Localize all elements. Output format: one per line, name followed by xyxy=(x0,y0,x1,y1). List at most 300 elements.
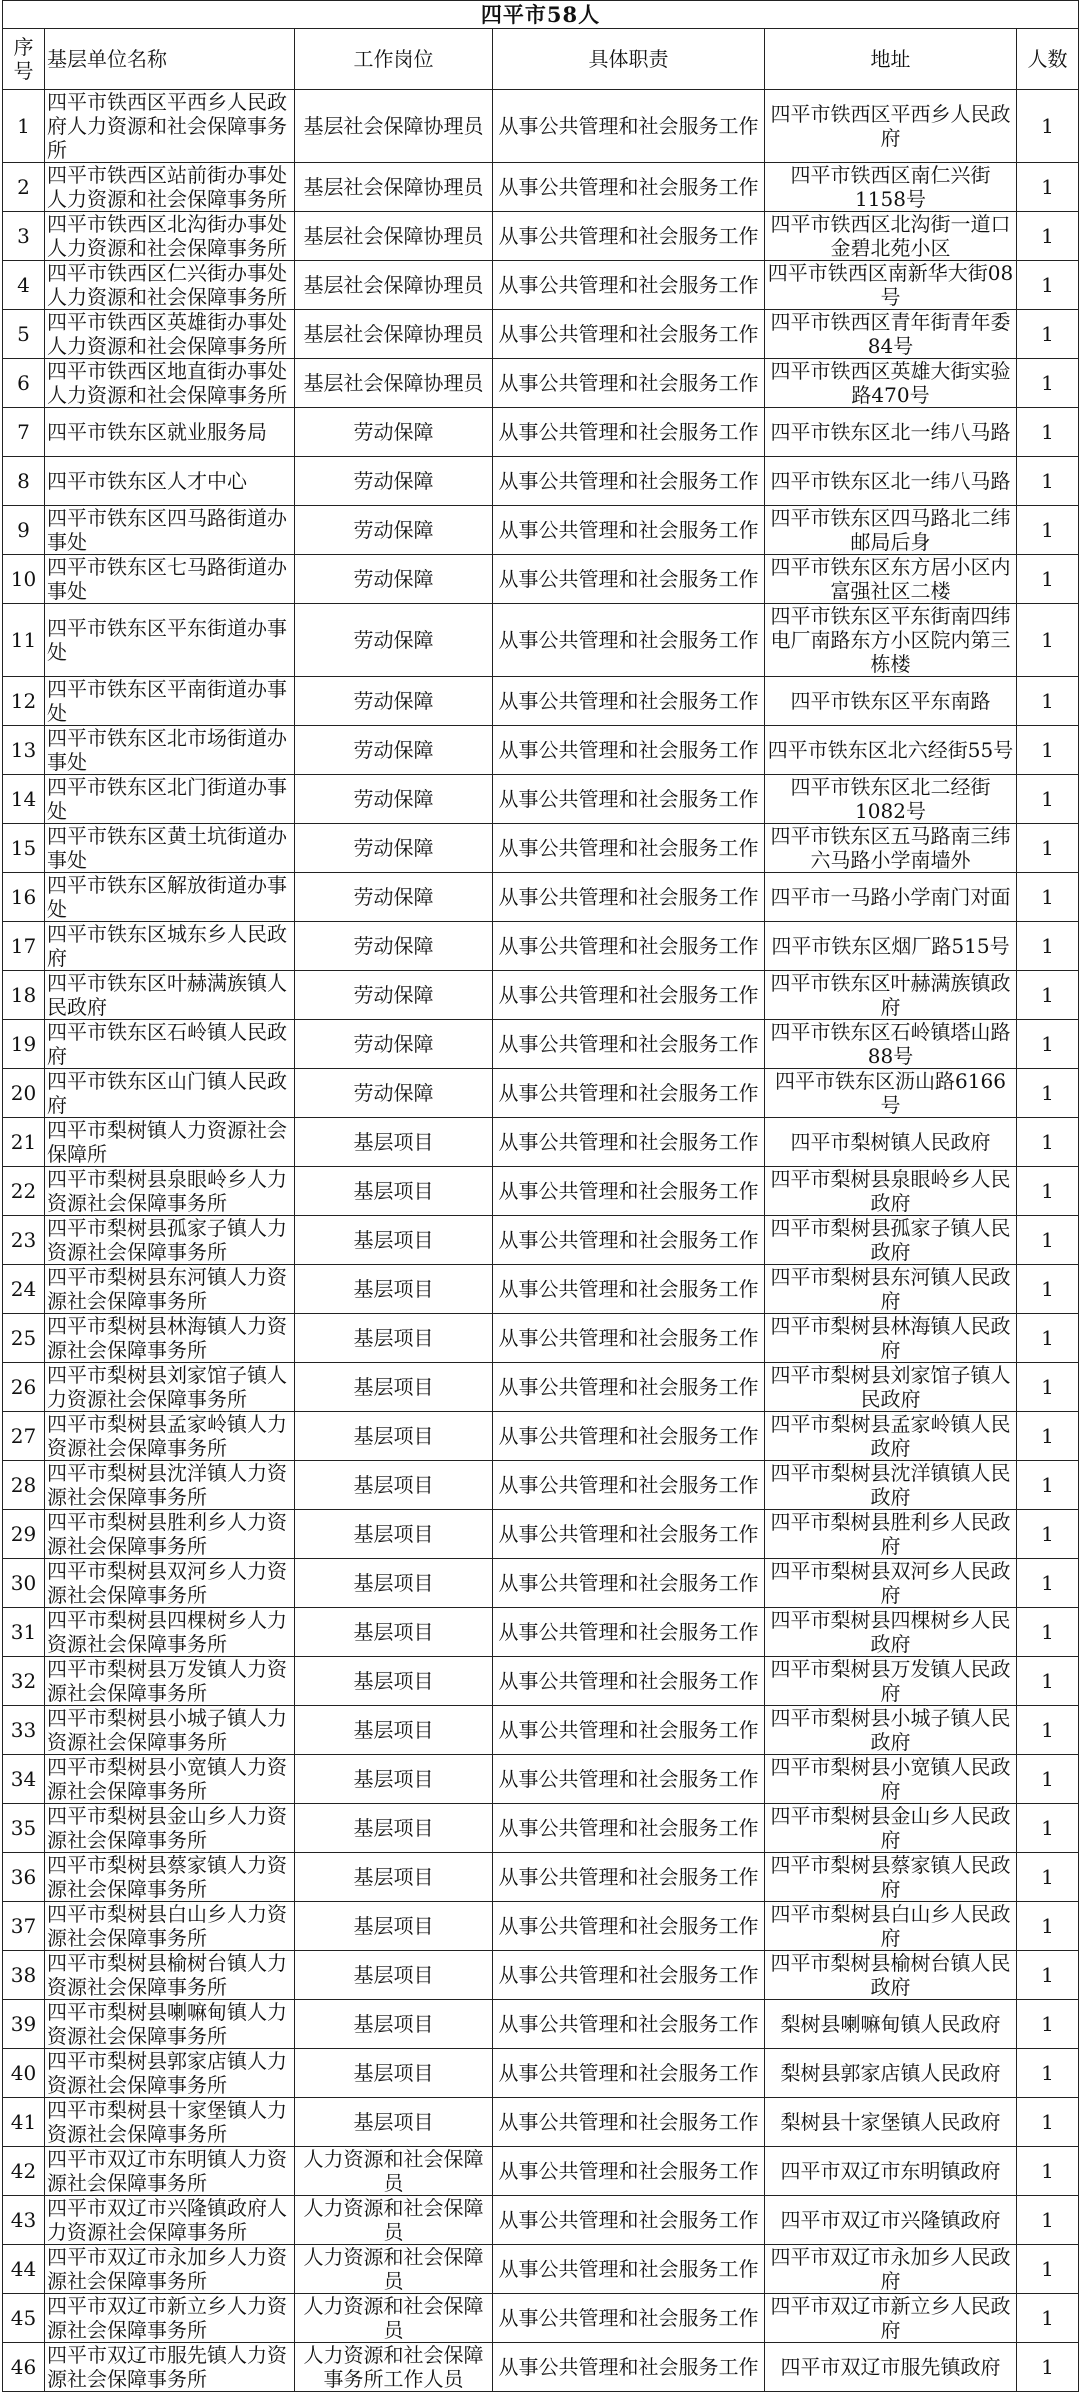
cell-address: 四平市梨树县胜利乡人民政府 xyxy=(765,1510,1017,1559)
cell-duty: 从事公共管理和社会服务工作 xyxy=(493,359,765,408)
cell-count: 1 xyxy=(1017,506,1079,555)
table-row xyxy=(3,2098,1079,2147)
cell-duty: 从事公共管理和社会服务工作 xyxy=(493,555,765,604)
cell-post: 基层社会保障协理员 xyxy=(295,212,493,261)
cell-address: 四平市铁东区北一纬八马路 xyxy=(765,408,1017,457)
cell-post: 基层项目 xyxy=(295,1902,493,1951)
personnel-table xyxy=(2,0,1079,2392)
table-row xyxy=(3,163,1079,212)
cell-address: 梨树县喇嘛甸镇人民政府 xyxy=(765,2000,1017,2049)
cell-duty: 从事公共管理和社会服务工作 xyxy=(493,457,765,506)
cell-count: 1 xyxy=(1017,457,1079,506)
table-row xyxy=(3,1559,1079,1608)
cell-count: 1 xyxy=(1017,2245,1079,2294)
table-row xyxy=(3,1461,1079,1510)
cell-count: 1 xyxy=(1017,1951,1079,2000)
table-row xyxy=(3,1167,1079,1216)
cell-seq: 22 xyxy=(3,1167,45,1216)
cell-unit: 四平市梨树县双河乡人力资源社会保障事务所 xyxy=(45,1559,295,1608)
cell-duty: 从事公共管理和社会服务工作 xyxy=(493,2147,765,2196)
cell-count: 1 xyxy=(1017,408,1079,457)
cell-seq: 18 xyxy=(3,971,45,1020)
cell-post: 劳动保障 xyxy=(295,726,493,775)
cell-post: 基层项目 xyxy=(295,1608,493,1657)
cell-count: 1 xyxy=(1017,1559,1079,1608)
cell-duty: 从事公共管理和社会服务工作 xyxy=(493,2294,765,2343)
cell-count: 1 xyxy=(1017,1804,1079,1853)
cell-seq: 36 xyxy=(3,1853,45,1902)
cell-unit: 四平市铁东区平东街道办事处 xyxy=(45,604,295,677)
cell-post: 基层项目 xyxy=(295,2049,493,2098)
cell-unit: 四平市铁东区四马路街道办事处 xyxy=(45,506,295,555)
cell-unit: 四平市梨树县小城子镇人力资源社会保障事务所 xyxy=(45,1706,295,1755)
cell-duty: 从事公共管理和社会服务工作 xyxy=(493,1020,765,1069)
table-row xyxy=(3,1902,1079,1951)
cell-unit: 四平市梨树县十家堡镇人力资源社会保障事务所 xyxy=(45,2098,295,2147)
cell-seq: 46 xyxy=(3,2343,45,2392)
cell-unit: 四平市梨树县郭家店镇人力资源社会保障事务所 xyxy=(45,2049,295,2098)
cell-post: 劳动保障 xyxy=(295,873,493,922)
cell-unit: 四平市铁西区英雄街办事处人力资源和社会保障事务所 xyxy=(45,310,295,359)
header-count: 人数 xyxy=(1017,29,1079,90)
cell-duty: 从事公共管理和社会服务工作 xyxy=(493,2098,765,2147)
cell-unit: 四平市梨树县白山乡人力资源社会保障事务所 xyxy=(45,1902,295,1951)
cell-count: 1 xyxy=(1017,873,1079,922)
cell-address: 四平市一马路小学南门对面 xyxy=(765,873,1017,922)
cell-unit: 四平市梨树县小宽镇人力资源社会保障事务所 xyxy=(45,1755,295,1804)
table-row xyxy=(3,90,1079,163)
table-row xyxy=(3,1314,1079,1363)
cell-address: 四平市梨树县小城子镇人民政府 xyxy=(765,1706,1017,1755)
cell-duty: 从事公共管理和社会服务工作 xyxy=(493,873,765,922)
cell-post: 基层项目 xyxy=(295,1363,493,1412)
cell-count: 1 xyxy=(1017,261,1079,310)
cell-unit: 四平市铁东区平南街道办事处 xyxy=(45,677,295,726)
cell-seq: 23 xyxy=(3,1216,45,1265)
cell-count: 1 xyxy=(1017,1706,1079,1755)
cell-seq: 33 xyxy=(3,1706,45,1755)
cell-count: 1 xyxy=(1017,90,1079,163)
cell-post: 基层项目 xyxy=(295,1755,493,1804)
cell-post: 劳动保障 xyxy=(295,971,493,1020)
cell-unit: 四平市铁西区地直街办事处人力资源和社会保障事务所 xyxy=(45,359,295,408)
table-row xyxy=(3,1216,1079,1265)
cell-count: 1 xyxy=(1017,2049,1079,2098)
cell-address: 四平市铁东区四马路北二纬邮局后身 xyxy=(765,506,1017,555)
cell-post: 劳动保障 xyxy=(295,677,493,726)
cell-duty: 从事公共管理和社会服务工作 xyxy=(493,1216,765,1265)
table-row xyxy=(3,1069,1079,1118)
cell-unit: 四平市铁东区城东乡人民政府 xyxy=(45,922,295,971)
cell-seq: 16 xyxy=(3,873,45,922)
cell-unit: 四平市铁东区就业服务局 xyxy=(45,408,295,457)
cell-seq: 35 xyxy=(3,1804,45,1853)
cell-post: 劳动保障 xyxy=(295,408,493,457)
table-row xyxy=(3,1510,1079,1559)
cell-count: 1 xyxy=(1017,2343,1079,2392)
cell-post: 人力资源和社会保障员 xyxy=(295,2147,493,2196)
cell-address: 四平市梨树县蔡家镇人民政府 xyxy=(765,1853,1017,1902)
cell-address: 四平市梨树县孤家子镇人民政府 xyxy=(765,1216,1017,1265)
header-seq: 序号 xyxy=(3,29,45,90)
table-row xyxy=(3,1118,1079,1167)
cell-duty: 从事公共管理和社会服务工作 xyxy=(493,212,765,261)
cell-post: 基层项目 xyxy=(295,1167,493,1216)
cell-address: 四平市铁东区平东街南四纬电厂南路东方小区院内第三栋楼 xyxy=(765,604,1017,677)
cell-duty: 从事公共管理和社会服务工作 xyxy=(493,1755,765,1804)
cell-count: 1 xyxy=(1017,2098,1079,2147)
cell-address: 四平市铁西区青年街青年委84号 xyxy=(765,310,1017,359)
cell-unit: 四平市双辽市东明镇人力资源社会保障事务所 xyxy=(45,2147,295,2196)
cell-duty: 从事公共管理和社会服务工作 xyxy=(493,261,765,310)
cell-post: 基层项目 xyxy=(295,1951,493,2000)
table-row xyxy=(3,1951,1079,2000)
cell-seq: 28 xyxy=(3,1461,45,1510)
cell-duty: 从事公共管理和社会服务工作 xyxy=(493,1559,765,1608)
cell-unit: 四平市铁东区石岭镇人民政府 xyxy=(45,1020,295,1069)
cell-address: 四平市梨树县沈洋镇镇人民政府 xyxy=(765,1461,1017,1510)
cell-count: 1 xyxy=(1017,1363,1079,1412)
table-row xyxy=(3,359,1079,408)
cell-address: 四平市铁东区平东南路 xyxy=(765,677,1017,726)
cell-post: 基层社会保障协理员 xyxy=(295,90,493,163)
table-row xyxy=(3,1706,1079,1755)
cell-seq: 11 xyxy=(3,604,45,677)
cell-duty: 从事公共管理和社会服务工作 xyxy=(493,163,765,212)
cell-unit: 四平市铁西区站前街办事处人力资源和社会保障事务所 xyxy=(45,163,295,212)
cell-unit: 四平市梨树县四棵树乡人力资源社会保障事务所 xyxy=(45,1608,295,1657)
cell-seq: 43 xyxy=(3,2196,45,2245)
cell-seq: 3 xyxy=(3,212,45,261)
cell-unit: 四平市梨树县喇嘛甸镇人力资源社会保障事务所 xyxy=(45,2000,295,2049)
cell-unit: 四平市铁东区北门街道办事处 xyxy=(45,775,295,824)
cell-seq: 1 xyxy=(3,90,45,163)
cell-seq: 29 xyxy=(3,1510,45,1559)
cell-duty: 从事公共管理和社会服务工作 xyxy=(493,604,765,677)
cell-seq: 5 xyxy=(3,310,45,359)
cell-count: 1 xyxy=(1017,1412,1079,1461)
table-row xyxy=(3,457,1079,506)
cell-seq: 41 xyxy=(3,2098,45,2147)
cell-unit: 四平市梨树县金山乡人力资源社会保障事务所 xyxy=(45,1804,295,1853)
cell-unit: 四平市铁东区人才中心 xyxy=(45,457,295,506)
cell-seq: 26 xyxy=(3,1363,45,1412)
table-row xyxy=(3,726,1079,775)
cell-address: 四平市双辽市永加乡人民政府 xyxy=(765,2245,1017,2294)
table-row xyxy=(3,2245,1079,2294)
cell-count: 1 xyxy=(1017,555,1079,604)
table-row xyxy=(3,2196,1079,2245)
header-address: 地址 xyxy=(765,29,1017,90)
cell-duty: 从事公共管理和社会服务工作 xyxy=(493,1608,765,1657)
cell-unit: 四平市双辽市新立乡人力资源社会保障事务所 xyxy=(45,2294,295,2343)
cell-address: 四平市铁东区东方居小区内富强社区二楼 xyxy=(765,555,1017,604)
cell-address: 四平市梨树县小宽镇人民政府 xyxy=(765,1755,1017,1804)
cell-duty: 从事公共管理和社会服务工作 xyxy=(493,922,765,971)
cell-post: 劳动保障 xyxy=(295,604,493,677)
cell-address: 四平市铁东区北六经街55号 xyxy=(765,726,1017,775)
cell-address: 梨树县十家堡镇人民政府 xyxy=(765,2098,1017,2147)
cell-address: 四平市双辽市兴隆镇政府 xyxy=(765,2196,1017,2245)
table-row xyxy=(3,555,1079,604)
table-row xyxy=(3,1853,1079,1902)
cell-count: 1 xyxy=(1017,310,1079,359)
cell-seq: 10 xyxy=(3,555,45,604)
cell-seq: 44 xyxy=(3,2245,45,2294)
cell-count: 1 xyxy=(1017,1020,1079,1069)
cell-count: 1 xyxy=(1017,1069,1079,1118)
cell-count: 1 xyxy=(1017,1167,1079,1216)
cell-seq: 14 xyxy=(3,775,45,824)
cell-count: 1 xyxy=(1017,1314,1079,1363)
cell-duty: 从事公共管理和社会服务工作 xyxy=(493,1853,765,1902)
header-unit: 基层单位名称 xyxy=(45,29,295,90)
cell-post: 基层项目 xyxy=(295,1804,493,1853)
cell-count: 1 xyxy=(1017,1510,1079,1559)
cell-post: 基层项目 xyxy=(295,2000,493,2049)
cell-count: 1 xyxy=(1017,1902,1079,1951)
cell-unit: 四平市铁东区北市场街道办事处 xyxy=(45,726,295,775)
cell-address: 四平市梨树县榆树台镇人民政府 xyxy=(765,1951,1017,2000)
cell-duty: 从事公共管理和社会服务工作 xyxy=(493,90,765,163)
table-row xyxy=(3,971,1079,1020)
cell-address: 四平市梨树县刘家馆子镇人民政府 xyxy=(765,1363,1017,1412)
cell-seq: 15 xyxy=(3,824,45,873)
cell-post: 劳动保障 xyxy=(295,506,493,555)
cell-count: 1 xyxy=(1017,726,1079,775)
cell-duty: 从事公共管理和社会服务工作 xyxy=(493,408,765,457)
cell-duty: 从事公共管理和社会服务工作 xyxy=(493,1363,765,1412)
cell-unit: 四平市梨树县沈洋镇人力资源社会保障事务所 xyxy=(45,1461,295,1510)
cell-seq: 17 xyxy=(3,922,45,971)
cell-address: 四平市梨树县孟家岭镇人民政府 xyxy=(765,1412,1017,1461)
cell-post: 基层项目 xyxy=(295,1559,493,1608)
cell-address: 四平市铁东区叶赫满族镇政府 xyxy=(765,971,1017,1020)
cell-post: 基层项目 xyxy=(295,2098,493,2147)
cell-address: 四平市梨树县四棵树乡人民政府 xyxy=(765,1608,1017,1657)
cell-count: 1 xyxy=(1017,1118,1079,1167)
table-row xyxy=(3,310,1079,359)
cell-count: 1 xyxy=(1017,2000,1079,2049)
cell-address: 四平市梨树县白山乡人民政府 xyxy=(765,1902,1017,1951)
cell-duty: 从事公共管理和社会服务工作 xyxy=(493,1804,765,1853)
cell-count: 1 xyxy=(1017,2147,1079,2196)
cell-duty: 从事公共管理和社会服务工作 xyxy=(493,1657,765,1706)
cell-duty: 从事公共管理和社会服务工作 xyxy=(493,1412,765,1461)
cell-address: 四平市双辽市东明镇政府 xyxy=(765,2147,1017,2196)
cell-unit: 四平市梨树县泉眼岭乡人力资源社会保障事务所 xyxy=(45,1167,295,1216)
table-row xyxy=(3,261,1079,310)
table-row xyxy=(3,2049,1079,2098)
table-row xyxy=(3,922,1079,971)
cell-address: 四平市铁东区北二经街1082号 xyxy=(765,775,1017,824)
table-row xyxy=(3,212,1079,261)
table-row xyxy=(3,1804,1079,1853)
cell-address: 四平市梨树县东河镇人民政府 xyxy=(765,1265,1017,1314)
table-row xyxy=(3,1608,1079,1657)
cell-seq: 7 xyxy=(3,408,45,457)
cell-duty: 从事公共管理和社会服务工作 xyxy=(493,1265,765,1314)
cell-seq: 24 xyxy=(3,1265,45,1314)
table-row xyxy=(3,1755,1079,1804)
cell-post: 基层社会保障协理员 xyxy=(295,163,493,212)
table-row xyxy=(3,1657,1079,1706)
cell-seq: 37 xyxy=(3,1902,45,1951)
cell-count: 1 xyxy=(1017,1461,1079,1510)
cell-unit: 四平市铁西区仁兴街办事处人力资源和社会保障事务所 xyxy=(45,261,295,310)
cell-seq: 6 xyxy=(3,359,45,408)
cell-count: 1 xyxy=(1017,359,1079,408)
cell-post: 基层项目 xyxy=(295,1853,493,1902)
cell-seq: 45 xyxy=(3,2294,45,2343)
cell-address: 四平市铁东区石岭镇塔山路88号 xyxy=(765,1020,1017,1069)
cell-unit: 四平市铁东区叶赫满族镇人民政府 xyxy=(45,971,295,1020)
cell-address: 四平市双辽市新立乡人民政府 xyxy=(765,2294,1017,2343)
cell-post: 基层项目 xyxy=(295,1412,493,1461)
cell-post: 基层项目 xyxy=(295,1657,493,1706)
cell-unit: 四平市铁东区黄土坑街道办事处 xyxy=(45,824,295,873)
cell-count: 1 xyxy=(1017,2294,1079,2343)
cell-unit: 四平市双辽市服先镇人力资源社会保障事务所 xyxy=(45,2343,295,2392)
cell-address: 四平市梨树县泉眼岭乡人民政府 xyxy=(765,1167,1017,1216)
cell-duty: 从事公共管理和社会服务工作 xyxy=(493,1951,765,2000)
cell-count: 1 xyxy=(1017,2196,1079,2245)
cell-count: 1 xyxy=(1017,677,1079,726)
cell-seq: 31 xyxy=(3,1608,45,1657)
cell-count: 1 xyxy=(1017,212,1079,261)
table-row xyxy=(3,604,1079,677)
header-post: 工作岗位 xyxy=(295,29,493,90)
table-row xyxy=(3,677,1079,726)
cell-unit: 四平市梨树县孟家岭镇人力资源社会保障事务所 xyxy=(45,1412,295,1461)
cell-unit: 四平市双辽市永加乡人力资源社会保障事务所 xyxy=(45,2245,295,2294)
table-row xyxy=(3,775,1079,824)
cell-unit: 四平市梨树县林海镇人力资源社会保障事务所 xyxy=(45,1314,295,1363)
cell-post: 基层项目 xyxy=(295,1510,493,1559)
cell-post: 劳动保障 xyxy=(295,922,493,971)
cell-post: 劳动保障 xyxy=(295,555,493,604)
cell-duty: 从事公共管理和社会服务工作 xyxy=(493,1706,765,1755)
cell-duty: 从事公共管理和社会服务工作 xyxy=(493,1902,765,1951)
cell-count: 1 xyxy=(1017,1657,1079,1706)
cell-seq: 39 xyxy=(3,2000,45,2049)
cell-post: 基层项目 xyxy=(295,1265,493,1314)
cell-address: 四平市梨树县林海镇人民政府 xyxy=(765,1314,1017,1363)
cell-duty: 从事公共管理和社会服务工作 xyxy=(493,2343,765,2392)
cell-post: 基层项目 xyxy=(295,1216,493,1265)
cell-address: 四平市铁西区平西乡人民政府 xyxy=(765,90,1017,163)
cell-post: 基层社会保障协理员 xyxy=(295,359,493,408)
cell-post: 基层项目 xyxy=(295,1118,493,1167)
cell-post: 劳动保障 xyxy=(295,775,493,824)
cell-unit: 四平市铁东区解放街道办事处 xyxy=(45,873,295,922)
cell-duty: 从事公共管理和社会服务工作 xyxy=(493,677,765,726)
cell-unit: 四平市梨树县东河镇人力资源社会保障事务所 xyxy=(45,1265,295,1314)
cell-seq: 20 xyxy=(3,1069,45,1118)
cell-duty: 从事公共管理和社会服务工作 xyxy=(493,2196,765,2245)
cell-post: 基层社会保障协理员 xyxy=(295,261,493,310)
cell-duty: 从事公共管理和社会服务工作 xyxy=(493,775,765,824)
cell-seq: 2 xyxy=(3,163,45,212)
table-title: 四平市58人 xyxy=(3,1,1079,29)
cell-unit: 四平市梨树县万发镇人力资源社会保障事务所 xyxy=(45,1657,295,1706)
cell-duty: 从事公共管理和社会服务工作 xyxy=(493,2049,765,2098)
cell-duty: 从事公共管理和社会服务工作 xyxy=(493,2245,765,2294)
cell-unit: 四平市梨树县刘家馆子镇人力资源社会保障事务所 xyxy=(45,1363,295,1412)
table-row xyxy=(3,1265,1079,1314)
cell-duty: 从事公共管理和社会服务工作 xyxy=(493,1314,765,1363)
cell-count: 1 xyxy=(1017,604,1079,677)
cell-count: 1 xyxy=(1017,824,1079,873)
cell-count: 1 xyxy=(1017,163,1079,212)
cell-duty: 从事公共管理和社会服务工作 xyxy=(493,1069,765,1118)
cell-duty: 从事公共管理和社会服务工作 xyxy=(493,971,765,1020)
cell-count: 1 xyxy=(1017,1216,1079,1265)
cell-address: 梨树县郭家店镇人民政府 xyxy=(765,2049,1017,2098)
cell-seq: 34 xyxy=(3,1755,45,1804)
cell-seq: 8 xyxy=(3,457,45,506)
cell-seq: 19 xyxy=(3,1020,45,1069)
cell-unit: 四平市梨树镇人力资源社会保障所 xyxy=(45,1118,295,1167)
cell-address: 四平市铁东区北一纬八马路 xyxy=(765,457,1017,506)
cell-address: 四平市铁东区五马路南三纬六马路小学南墙外 xyxy=(765,824,1017,873)
table-row xyxy=(3,1020,1079,1069)
cell-unit: 四平市铁东区七马路街道办事处 xyxy=(45,555,295,604)
cell-duty: 从事公共管理和社会服务工作 xyxy=(493,1461,765,1510)
cell-count: 1 xyxy=(1017,922,1079,971)
cell-seq: 12 xyxy=(3,677,45,726)
cell-seq: 27 xyxy=(3,1412,45,1461)
cell-seq: 21 xyxy=(3,1118,45,1167)
table-row xyxy=(3,1412,1079,1461)
cell-address: 四平市双辽市服先镇政府 xyxy=(765,2343,1017,2392)
cell-address: 四平市铁西区南仁兴街1158号 xyxy=(765,163,1017,212)
cell-address: 四平市铁东区沥山路6166号 xyxy=(765,1069,1017,1118)
cell-unit: 四平市铁东区山门镇人民政府 xyxy=(45,1069,295,1118)
cell-seq: 40 xyxy=(3,2049,45,2098)
cell-address: 四平市梨树县双河乡人民政府 xyxy=(765,1559,1017,1608)
cell-seq: 32 xyxy=(3,1657,45,1706)
cell-unit: 四平市双辽市兴隆镇政府人力资源社会保障事务所 xyxy=(45,2196,295,2245)
cell-duty: 从事公共管理和社会服务工作 xyxy=(493,824,765,873)
cell-seq: 4 xyxy=(3,261,45,310)
table-row xyxy=(3,2343,1079,2392)
cell-address: 四平市铁西区英雄大街实验路470号 xyxy=(765,359,1017,408)
table-row xyxy=(3,873,1079,922)
cell-seq: 13 xyxy=(3,726,45,775)
cell-unit: 四平市铁西区北沟街办事处人力资源和社会保障事务所 xyxy=(45,212,295,261)
cell-post: 人力资源和社会保障事务所工作人员 xyxy=(295,2343,493,2392)
cell-count: 1 xyxy=(1017,1853,1079,1902)
cell-unit: 四平市铁西区平西乡人民政府人力资源和社会保障事务所 xyxy=(45,90,295,163)
cell-seq: 38 xyxy=(3,1951,45,2000)
cell-address: 四平市铁东区烟厂路515号 xyxy=(765,922,1017,971)
table-row xyxy=(3,2294,1079,2343)
cell-duty: 从事公共管理和社会服务工作 xyxy=(493,1167,765,1216)
cell-address: 四平市铁西区北沟街一道口金碧北苑小区 xyxy=(765,212,1017,261)
cell-count: 1 xyxy=(1017,1755,1079,1804)
cell-duty: 从事公共管理和社会服务工作 xyxy=(493,1118,765,1167)
cell-unit: 四平市梨树县胜利乡人力资源社会保障事务所 xyxy=(45,1510,295,1559)
cell-duty: 从事公共管理和社会服务工作 xyxy=(493,2000,765,2049)
cell-address: 四平市铁西区南新华大街08号 xyxy=(765,261,1017,310)
header-row xyxy=(3,29,1079,90)
cell-post: 劳动保障 xyxy=(295,1020,493,1069)
cell-address: 四平市梨树县万发镇人民政府 xyxy=(765,1657,1017,1706)
cell-post: 劳动保障 xyxy=(295,1069,493,1118)
cell-seq: 9 xyxy=(3,506,45,555)
cell-post: 人力资源和社会保障员 xyxy=(295,2294,493,2343)
